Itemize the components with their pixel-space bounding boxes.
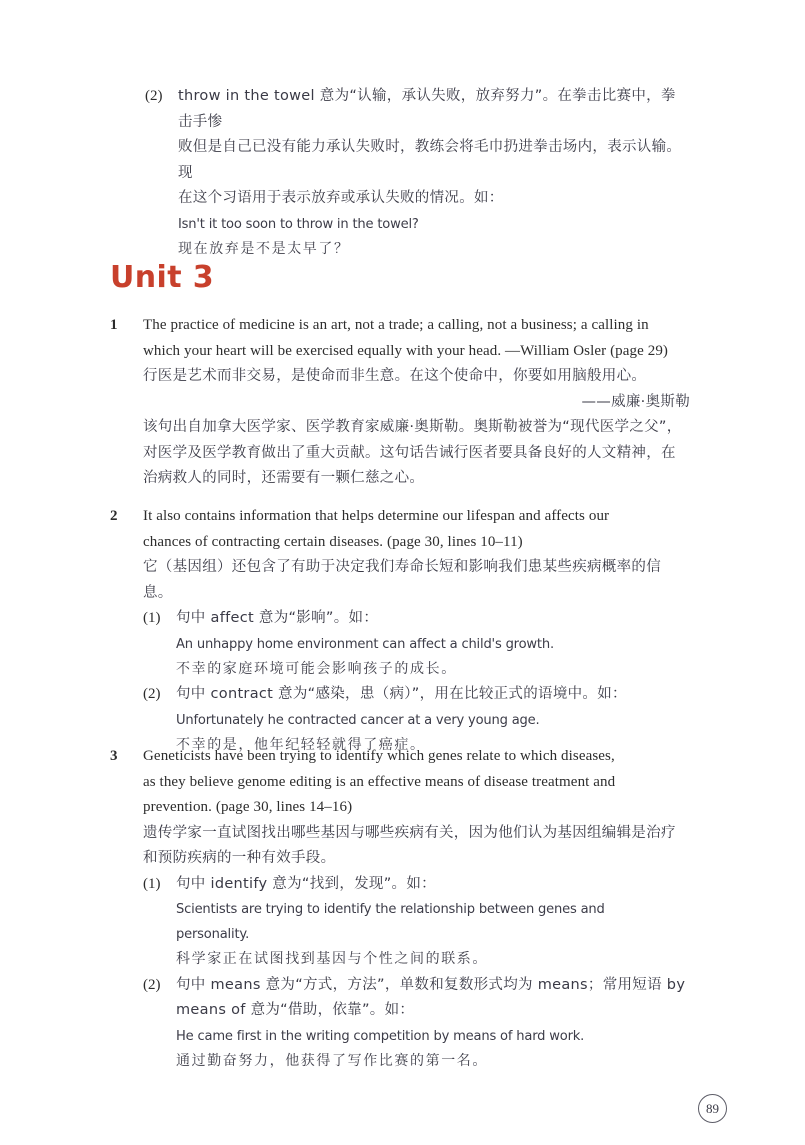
- item-3-subitem-2-example-en: He came first in the writing competition by means of hard work.: [176, 1027, 585, 1044]
- item-3-en-line-1: Geneticists have been trying to identify which genes relate to which diseases,: [143, 748, 615, 764]
- item-3-subitem-2-body: [176, 973, 690, 1075]
- item-2-subitem-2-example-zh: 不幸的是，他年纪轻轻就得了癌症。: [176, 736, 426, 753]
- carryover-line-1: throw in the towel 意为“认输，承认失败，放弃努力”。在拳击比赛中，拳击手惨: [178, 88, 676, 130]
- item-2-zh-line-1: 它（基因组）还包含了有助于决定我们寿命长短和影响我们患某些疾病概率的信息。: [143, 559, 661, 601]
- item-2-subitem-1-lead: 句中 affect 意为“影响”。如：: [176, 610, 379, 626]
- item-1-attribution: ——威廉·奥斯勒: [581, 393, 690, 410]
- item-3-subitem-2-lead-1: 句中 means 意为“方式，方法”，单数和复数形式均为 means；常用短语 by: [176, 976, 686, 993]
- item-3-subitem-1-body: [176, 872, 690, 973]
- carryover-line-2: 败但是自己已没有能力承认失败时，教练会将毛巾扔进拳击场内，表示认输。现: [178, 139, 682, 181]
- item-1-note-line-3: 治病救人的同时，还需要有一颗仁慈之心。: [143, 470, 425, 486]
- item-2-body: [143, 504, 690, 758]
- item-3-subitem-1-example-en: Scientists are trying to identify the relationship between genes and personality.: [176, 901, 605, 942]
- carryover-item: [145, 84, 690, 262]
- item-1-en-line-2: which your heart will be exercised equally with your head. —William Osler (page 29): [143, 342, 669, 359]
- carryover-item-marker: (2): [145, 88, 163, 104]
- page-number: 89: [698, 1094, 727, 1123]
- item-3-subitem-2: [143, 973, 690, 1075]
- item-3-subitem-2-lead-2: means of 意为“借助，依靠”。如：: [176, 1002, 415, 1018]
- item-2-subitem-1-marker: (1): [143, 610, 161, 626]
- item-2-subitem-2-example-en: Unfortunately he contracted cancer at a very young age.: [176, 711, 540, 728]
- item-2-number: 2: [110, 508, 118, 524]
- item-2-subitem-1-body: [176, 606, 690, 682]
- item-2-subitem-1-example-en: An unhappy home environment can affect a child's growth.: [176, 635, 554, 652]
- item-1-body: [143, 313, 690, 492]
- item-3-zh-line-2: 和预防疾病的一种有效手段。: [143, 850, 336, 866]
- item-3-body: [143, 744, 690, 1074]
- item-3-subitem-1-marker: (1): [143, 875, 161, 892]
- item-2-en-line-2: chances of contracting certain diseases. (page 30, lines 10–11): [143, 533, 523, 550]
- item-3-en-line-3: prevention. (page 30, lines 14–16): [143, 799, 353, 815]
- carryover-example-en: Isn't it too soon to throw in the towel?: [178, 215, 419, 232]
- item-2-en-line-1: It also contains information that helps determine our lifespan and affects our: [143, 508, 610, 524]
- item-3-subitem-2-example-zh: 通过勤奋努力，他获得了写作比赛的第一名。: [176, 1052, 488, 1069]
- numbered-item-3: [110, 744, 690, 1074]
- item-3-subitem-2-marker: (2): [143, 976, 161, 993]
- carryover-line-3: 在这个习语用于表示放弃或承认失败的情况。如：: [178, 190, 504, 206]
- numbered-item-1: [110, 313, 690, 492]
- item-2-subitem-1: [143, 606, 690, 682]
- item-1-zh-line-1: 行医是艺术而非交易，是使命而非生意。在这个使命中，你要如用脑般用心。: [143, 368, 647, 384]
- item-3-number: 3: [110, 748, 118, 764]
- item-1-number: 1: [110, 317, 118, 333]
- item-2-subitem-1-example-zh: 不幸的家庭环境可能会影响孩子的成长。: [176, 660, 457, 677]
- item-2-subitem-2-lead: 句中 contract 意为“感染，患（病）”，用在比较正式的语境中。如：: [176, 686, 627, 702]
- item-3-en-line-2: as they believe genome editing is an effective means of disease treatment and: [143, 773, 616, 790]
- item-3-zh-line-1: 遗传学家一直试图找出哪些基因与哪些疾病有关，因为他们认为基因组编辑是治疗: [143, 824, 676, 841]
- item-1-en-line-1: The practice of medicine is an art, not a trade; a calling, not a business; a calling in: [143, 317, 649, 333]
- carryover-item-body: [178, 84, 690, 262]
- numbered-item-2: [110, 504, 690, 758]
- item-2-subitem-2-marker: (2): [143, 686, 161, 702]
- carryover-example-zh: 现在放弃是不是太早了？: [178, 240, 350, 257]
- item-3-subitem-1-example-zh: 科学家正在试图找到基因与个性之间的联系。: [176, 951, 488, 967]
- item-3-subitem-1-lead: 句中 identify 意为“找到，发现”。如：: [176, 875, 436, 892]
- item-1-note-line-1: 该句出自加拿大医学家、医学教育家威廉·奥斯勒。奥斯勒被誉为“现代医学之父”，: [143, 419, 682, 435]
- page-title: Unit 3: [110, 260, 215, 295]
- item-1-note-line-2: 对医学及医学教育做出了重大贡献。这句话告诫行医者要具备良好的人文精神，在: [143, 444, 676, 461]
- item-3-subitem-1: [143, 872, 690, 973]
